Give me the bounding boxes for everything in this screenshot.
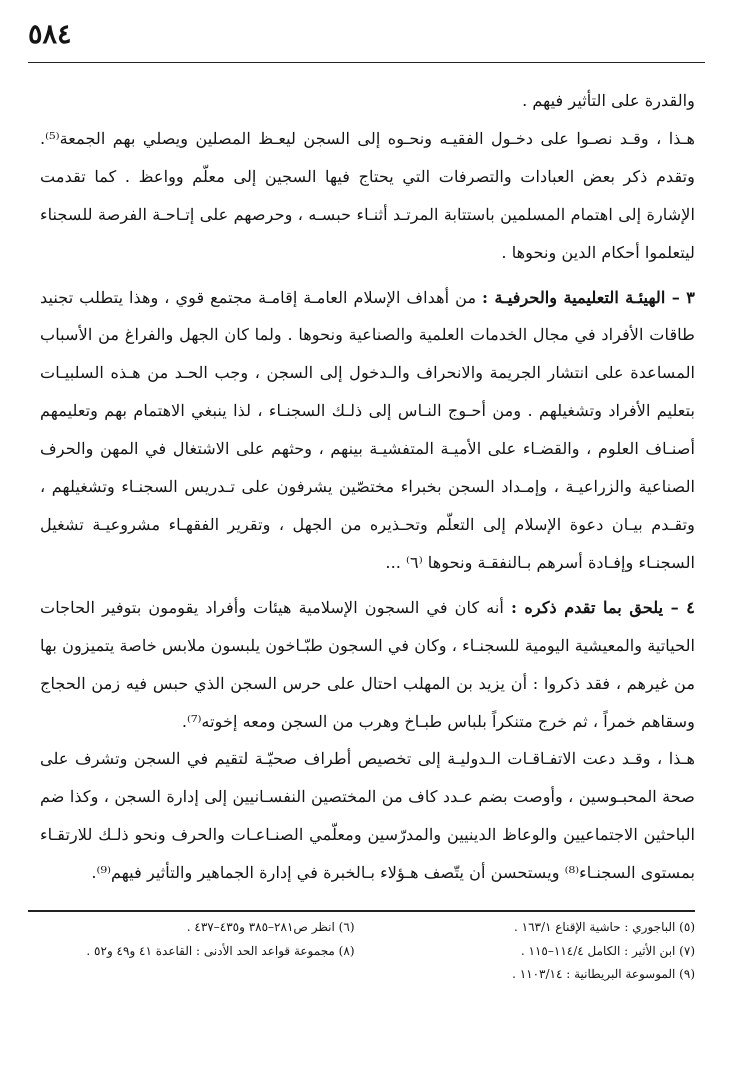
page-number: ٥٨٤ bbox=[28, 19, 72, 50]
paragraph-text: أنه كان في السجون الإسلامية هيئات وأفراد يقومون بتوفير الحاجات الحياتية والمعيشية اليومية للسجنـاء ، وكان في السجون طبّـاخون يلبسون ملابس خاصة يتميزون بها من غيرهم ، فقد ذكروا : أن يزيد بن المهلب احتال على حرس السجن الذي حبس فيه زمن الحجاج وسقاهم خمراً ، ثم خرج متنكراً بلباس طبـاخ وهرب من السجن ومعه إخوته⁽⁷⁾. bbox=[40, 597, 695, 731]
footnote-8: (٨) مجموعة قواعد الحد الأدنى : القاعدة ٤١ و٤٩ و٥٢ . bbox=[86, 943, 355, 958]
paragraph-continuation bbox=[40, 82, 695, 120]
paragraph-text: من أهداف الإسلام العامـة إقامـة مجتمع قوي ، وهذا يتطلب تجنيد طاقات الأفراد في مجال الخدمات العلمية والصناعية ونحوها . ولما كان الجهل والفراغ من الأسباب المساعدة على انتشار الجريمة والانحراف والـدخول إلى السجن ، وجب الحـد من هـذه السلبيـات بتعليم الأفراد وتشغيلهم . ومن أحـوج النـاس إلى ذلـك السجنـاء ، لذا ينبغي الاهتمام بهم وتعليمهم أصنـاف العلوم ، والقضـاء على الأميـة المتفشيـة بينهم ، وحثهم على الاشتغال في المهن والحرف الصناعية والزراعيـة ، وإمـداد السجن بخبراء مختصّين يشرفون على تـدريس السجنـاء وتشغيلهم ، وتقـدم بيـان دعوة الإسلام إلى التعلّم وتحـذيره من الجهل ، وتقرير الفقهـاء مشروعيـة تشغيل السجنـاء وإفـادة أسرهم بـالنفقـة ونحوها ⁽٦⁾ ... bbox=[40, 287, 695, 572]
footnote-7: (٧) ابن الأثير : الكامل ١١٤/٤–١١٥ . bbox=[520, 943, 695, 958]
footnote-9: (٩) الموسوعة البريطانية : ١١٠٣/١٤ . bbox=[512, 967, 695, 981]
footnote-5: (٥) الباجوري : حاشية الإقناع ١٦٣/١ . bbox=[513, 920, 695, 934]
section-heading: ٤ – يلحق بما تقدم ذكره : bbox=[510, 597, 695, 617]
section-heading: ٣ – الهيئـة التعليمية والحرفيـة : bbox=[482, 287, 695, 307]
footnote-6: (٦) انظر ص٢٨١–٣٨٥ و٤٣٥–٤٣٧ . bbox=[186, 920, 355, 934]
footnotes bbox=[28, 916, 695, 987]
paragraph-related bbox=[40, 589, 695, 741]
paragraph-preacher bbox=[40, 120, 695, 272]
footnote-separator bbox=[28, 910, 695, 912]
paragraph-text: هـذا ، وقـد دعت الاتفـاقـات الـدوليـة إلى تخصيص أطراف صحيّـة لتقيم في السجن وتشرف على صحة المحبـوسين ، وأوصت بضم عـدد كاف من المختصين النفسـانيين إلى إدارة السجن ، وكذا ضم الباحثين الاجتماعيين والوعاظ الدينيين والمدرّسين ومعلّمي الصنـاعـات والحرف ونحو ذلـك للارتقـاء بمستوى السجنـاء⁽⁸⁾ ويستحسن أن يتّصف هـؤلاء بـالخبرة في إدارة الجماهير والتأثير فيهم⁽⁹⁾. bbox=[40, 749, 695, 883]
paragraph-educational-body bbox=[40, 279, 695, 582]
paragraph-text: هـذا ، وقـد نصـوا على دخـول الفقيـه ونحـوه إلى السجن ليعـظ المصلين ويصلي بهم الجمعة⁽⁵⁾. وتقدم ذكر بعض العبادات والتصرفات التي يحتاج فيها السجين إلى معلّم وواعظ . كما تقدمت الإشارة إلى اهتمام المسلمين باستتابة المرتـد أثنـاء حبسـه ، وحرصهم على إتـاحـة الفرصة للسجناء ليتعلموا أحكام الدين ونحوها . bbox=[40, 128, 695, 262]
page-body bbox=[40, 82, 695, 892]
paragraph-international bbox=[40, 740, 695, 892]
paragraph-text: والقدرة على التأثير فيهم . bbox=[522, 91, 695, 110]
header-rule bbox=[28, 62, 705, 63]
